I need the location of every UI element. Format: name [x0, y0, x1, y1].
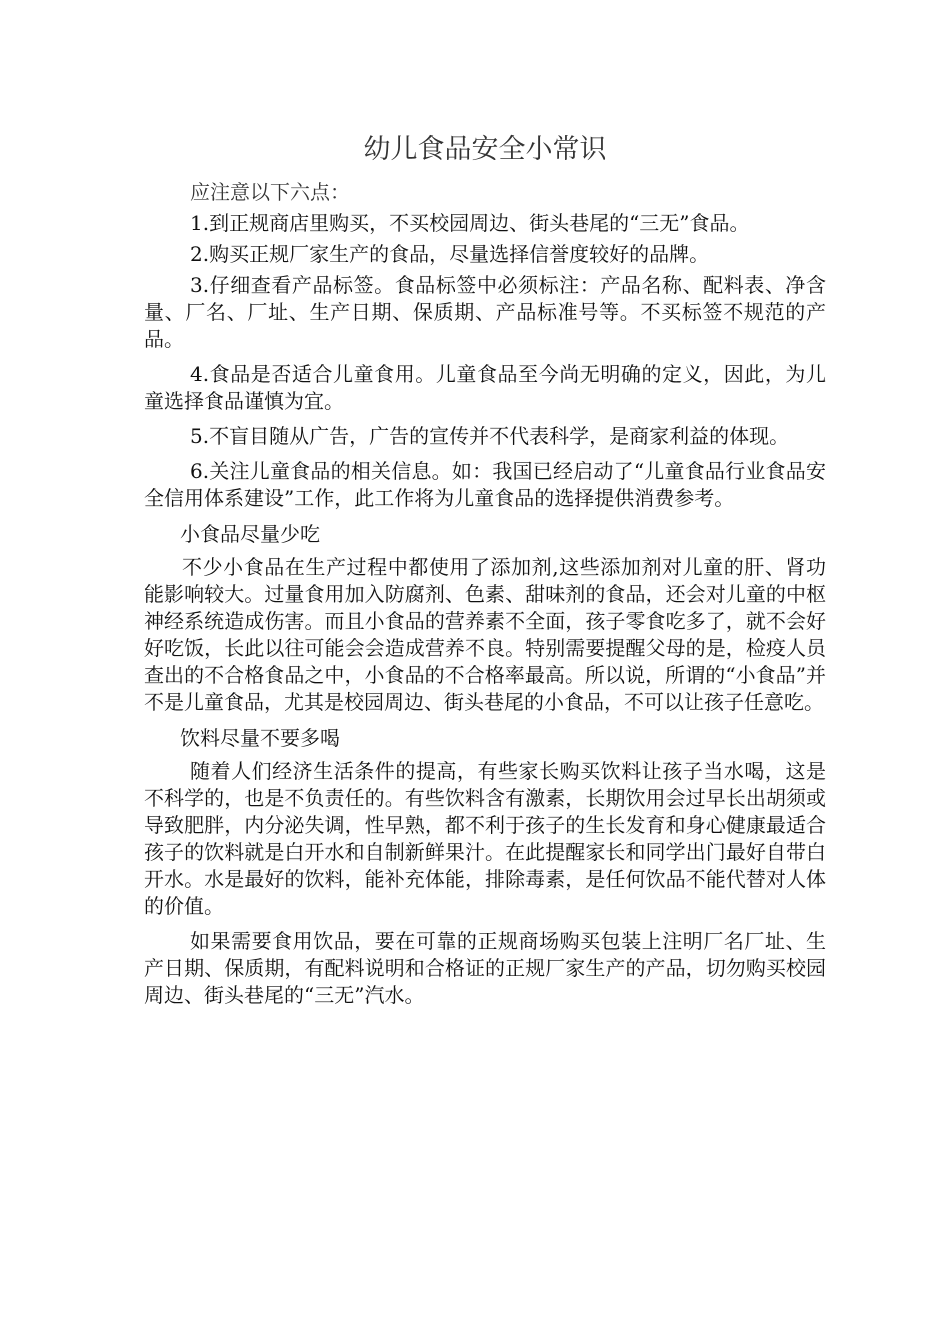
point-3: 3.仔细查看产品标签。食品标签中必须标注：产品名称、配料表、净含量、厂名、厂址、生产日期、保质期、产品标准号等。不买标签不规范的产品。 [144, 273, 826, 351]
point-4: 4.食品是否适合儿童食用。儿童食品至今尚无明确的定义，因此，为儿童选择食品谨慎为宜。 [144, 362, 826, 413]
point-6: 6.关注儿童食品的相关信息。如：我国已经启动了“儿童食品行业食品安全信用体系建设”工作，此工作将为儿童食品的选择提供消费参考。 [144, 459, 826, 510]
drinks-body-1: 随着人们经济生活条件的提高，有些家长购买饮料让孩子当水喝，这是不科学的，也是不负责任的。有些饮料含有激素，长期饮用会过早长出胡须或导致肥胖，内分泌失调，性早熟，都不利于孩子的生长发育和身心健康最适合孩子的饮料就是白开水和自制新鲜果汁。在此提醒家长和同学出门最好自带白开水。水是最好的饮料，能补充体能，排除毒素，是任何饮品不能代替对人体的价值。 [144, 759, 826, 918]
snacks-body: 不少小食品在生产过程中都使用了添加剂,这些添加剂对儿童的肝、肾功能影响较大。过量食用加入防腐剂、色素、甜味剂的食品，还会对儿童的中枢神经系统造成伤害。而且小食品的营养素不全面，孩子零食吃多了，就不会好好吃饭，长此以往可能会会造成营养不良。特别需要提醒父母的是，检疫人员查出的不合格食品之中，小食品的不合格率最高。所以说，所谓的“小食品”并不是儿童食品，尤其是校园周边、街头巷尾的小食品，不可以让孩子任意吃。 [144, 555, 826, 714]
drinks-heading: 饮料尽量不要多喝 [180, 726, 340, 750]
intro-line: 应注意以下六点： [190, 180, 350, 204]
document-body [144, 128, 826, 1017]
snacks-heading: 小食品尽量少吃 [180, 522, 320, 546]
document-title: 幼儿食品安全小常识 [363, 134, 607, 165]
point-1: 1.到正规商店里购买，不买校园周边、街头巷尾的“三无”食品。 [190, 211, 750, 235]
point-2: 2.购买正规厂家生产的食品，尽量选择信誉度较好的品牌。 [190, 242, 710, 266]
point-5: 5.不盲目随从广告，广告的宣传并不代表科学，是商家利益的体现。 [190, 424, 790, 448]
drinks-body-2: 如果需要食用饮品，要在可靠的正规商场购买包装上注明厂名厂址、生产日期、保质期，有配料说明和合格证的正规厂家生产的产品，切勿购买校园周边、街头巷尾的“三无”汽水。 [144, 929, 826, 1007]
